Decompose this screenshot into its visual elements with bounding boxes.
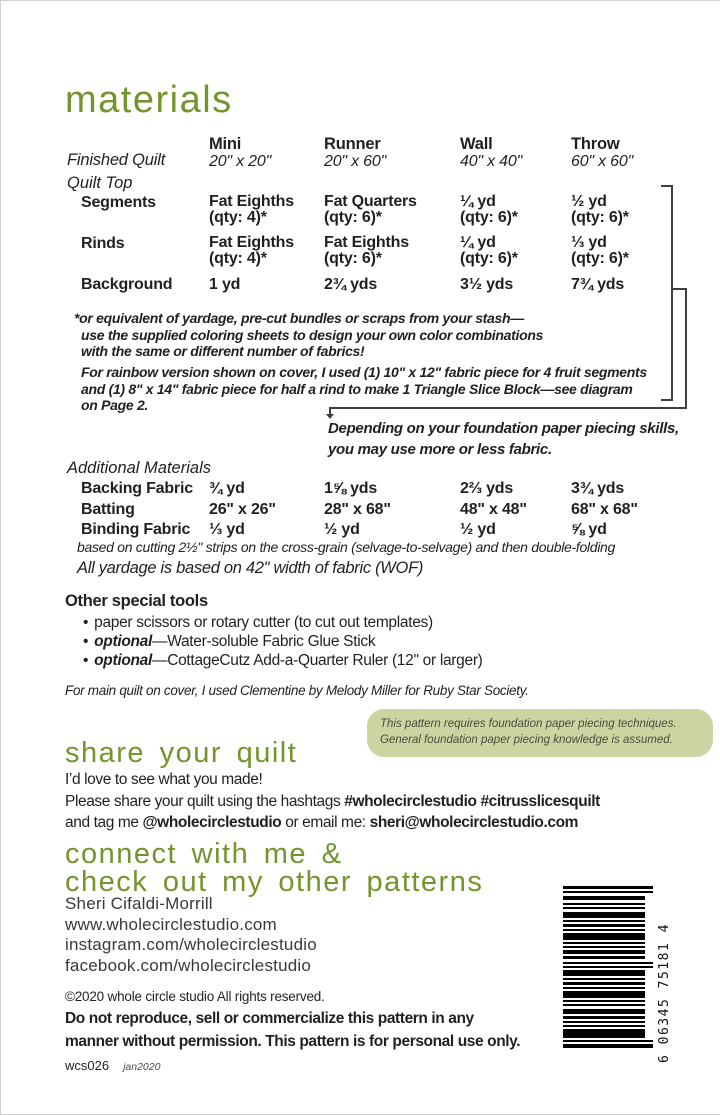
instagram-handle[interactable]: @wholecirclestudio xyxy=(142,814,282,831)
row-batting xyxy=(67,501,711,519)
share-paragraph xyxy=(65,769,600,834)
tool-item xyxy=(83,632,483,651)
tool-item xyxy=(83,613,483,632)
cell-line: Fat Eighths xyxy=(324,234,409,251)
cell-line: (qty: 6)* xyxy=(571,250,629,267)
col-header-throw: Throw xyxy=(571,135,620,153)
hashtags[interactable]: #wholecirclestudio #citrusslicesquilt xyxy=(344,792,600,810)
cell-line: ¼ yd xyxy=(460,234,496,251)
tool-prefix: optional xyxy=(94,633,153,650)
footnote-line: with the same or different number of fabrics! xyxy=(81,343,365,359)
instagram-link[interactable]: instagram.com/wholecirclestudio xyxy=(65,935,317,954)
barcode-bars-icon xyxy=(563,886,653,1048)
quilt-top-label: Quilt Top xyxy=(67,174,133,192)
tool-text: —Water-soluble Fabric Glue Stick xyxy=(152,633,376,650)
share-heading: share your quilt xyxy=(65,737,298,769)
table-row-segments xyxy=(67,194,711,226)
footnote-line: on Page 2. xyxy=(81,397,149,413)
cover-fabric-note: For main quilt on cover, I used Clementine by Melody Miller for Ruby Star Society. xyxy=(65,683,529,698)
pattern-sku: wcs026 xyxy=(65,1058,110,1073)
share-line2 xyxy=(65,791,600,813)
share-line1: I’d love to see what you made! xyxy=(65,771,263,788)
row-label: Background xyxy=(81,276,173,293)
row-binding-fabric xyxy=(67,521,711,539)
col-size-mini: 20" x 20" xyxy=(209,153,272,170)
col-header-runner: Runner xyxy=(324,135,381,153)
tool-item xyxy=(83,651,483,670)
connect-heading-line2: check out my other patterns xyxy=(65,866,484,898)
table-group-bracket xyxy=(661,185,673,401)
pill-line: General foundation paper piecing knowledge is assumed. xyxy=(380,734,673,746)
cell-line: Fat Eighths xyxy=(209,193,294,210)
footnote-line: and (1) 8" x 14" fabric piece for half a rind to make 1 Triangle Slice Block—see diagram xyxy=(81,380,633,397)
cell: 7¾ yds xyxy=(571,276,625,293)
cell-line: (qty: 6)* xyxy=(324,250,382,267)
facebook-link[interactable]: facebook.com/wholecirclestudio xyxy=(65,955,312,975)
table-row-rinds xyxy=(67,235,711,267)
cell: 3¾ yds xyxy=(571,480,625,497)
cell-line: Fat Quarters xyxy=(324,193,417,210)
row-backing-fabric xyxy=(67,480,711,498)
legal-line: Do not reproduce, sell or commercialize this pattern in any xyxy=(65,1010,474,1027)
connect-links xyxy=(65,894,317,976)
cell: ½ yd xyxy=(324,521,360,538)
fpp-requirement-note xyxy=(367,709,713,757)
cell-line: (qty: 4)* xyxy=(209,209,267,226)
legal-line: manner without permission. This pattern is for personal use only. xyxy=(65,1033,521,1050)
materials-heading: materials xyxy=(65,79,233,121)
share-line3 xyxy=(65,812,600,834)
callout-line: you may use more or less fabric. xyxy=(328,441,552,458)
connect-heading-line1: connect with me & xyxy=(65,838,343,870)
cell: 28" x 68" xyxy=(324,501,391,518)
callout-note xyxy=(328,418,679,460)
binding-note: based on cutting 2½" strips on the cross-grain (selvage-to-selvage) and then double-folding xyxy=(77,539,616,555)
cell-line: (qty: 6)* xyxy=(460,250,518,267)
cell: 1 yd xyxy=(209,276,241,293)
callout-line: Depending on your foundation paper piecing skills, xyxy=(328,420,679,437)
callout-bracket-step xyxy=(673,288,687,409)
cell: ⅓ yd xyxy=(209,521,245,538)
table-row-background xyxy=(67,276,711,294)
callout-connector-line xyxy=(329,407,687,417)
cell: 48" x 48" xyxy=(460,501,527,518)
cell: ¾ yd xyxy=(209,480,245,497)
cell-line: Fat Eighths xyxy=(209,234,294,251)
yardage-note: All yardage is based on 42" width of fabric (WOF) xyxy=(77,559,424,577)
cell-line: (qty: 6)* xyxy=(571,209,629,226)
pill-line: This pattern requires foundation paper piecing techniques. xyxy=(380,718,677,730)
tool-text: paper scissors or rotary cutter (to cut out templates) xyxy=(94,614,433,631)
cell: 26" x 26" xyxy=(209,501,276,518)
connect-heading xyxy=(65,840,483,896)
barcode-number: 6 06345 75181 4 xyxy=(657,923,672,1063)
website-link[interactable]: www.wholecirclestudio.com xyxy=(65,914,277,934)
cell: ⅝ yd xyxy=(571,521,607,538)
cell-line: (qty: 4)* xyxy=(209,250,267,267)
cell-line: ¼ yd xyxy=(460,193,496,210)
share-line2-text: Please share your quilt using the hashtags xyxy=(65,792,345,810)
additional-materials-label: Additional Materials xyxy=(67,459,211,477)
tools-list xyxy=(83,613,483,670)
tools-heading: Other special tools xyxy=(65,592,208,610)
col-size-throw: 60" x 60" xyxy=(571,153,634,170)
legal-notice xyxy=(65,1007,520,1053)
sku-line xyxy=(65,1058,160,1073)
cell: 2⅔ yds xyxy=(460,480,514,497)
col-size-wall: 40" x 40" xyxy=(460,153,523,170)
row-label: Rinds xyxy=(81,235,125,252)
edition-date: jan2020 xyxy=(123,1061,161,1073)
email-address[interactable]: sheri@wholecirclestudio.com xyxy=(369,814,579,831)
row-label: Batting xyxy=(81,501,135,518)
footnote-line: *or equivalent of yardage, pre-cut bundles or scraps from your stash— xyxy=(74,310,524,326)
cell: 68" x 68" xyxy=(571,501,638,518)
share-line3-mid: or email me: xyxy=(281,814,370,831)
row-label: Binding Fabric xyxy=(81,521,191,538)
tool-prefix: optional xyxy=(94,652,153,669)
designer-name: Sheri Cifaldi-Morrill xyxy=(65,894,213,913)
cell: 1⅝ yds xyxy=(324,480,378,497)
footnote-line: For rainbow version shown on cover, I used (1) 10" x 12" fabric piece for 4 fruit segments xyxy=(81,364,647,380)
row-label: Backing Fabric xyxy=(81,480,193,497)
row-label: Segments xyxy=(81,194,156,211)
share-line3-text: and tag me xyxy=(65,814,143,831)
cell: ½ yd xyxy=(460,521,496,538)
footnote-line: use the supplied coloring sheets to design your own color combinations xyxy=(81,326,544,343)
col-size-runner: 20" x 60" xyxy=(324,153,387,170)
col-header-mini: Mini xyxy=(209,135,242,153)
cell-line: (qty: 6)* xyxy=(324,209,382,226)
cell-line: (qty: 6)* xyxy=(460,209,518,226)
barcode xyxy=(563,873,685,1073)
materials-table-header xyxy=(67,136,711,170)
finished-quilt-label: Finished Quilt xyxy=(67,151,166,169)
tool-text: —CottageCutz Add-a-Quarter Ruler (12" or larger) xyxy=(152,652,483,669)
cell: 3½ yds xyxy=(460,276,514,293)
cell-line: ½ yd xyxy=(571,193,607,210)
cell: 2¾ yds xyxy=(324,276,378,293)
copyright-line: ©2020 whole circle studio All rights reserved. xyxy=(65,989,325,1004)
footnote-stash xyxy=(74,310,543,360)
cell-line: ⅓ yd xyxy=(571,234,607,251)
col-header-wall: Wall xyxy=(460,135,493,153)
